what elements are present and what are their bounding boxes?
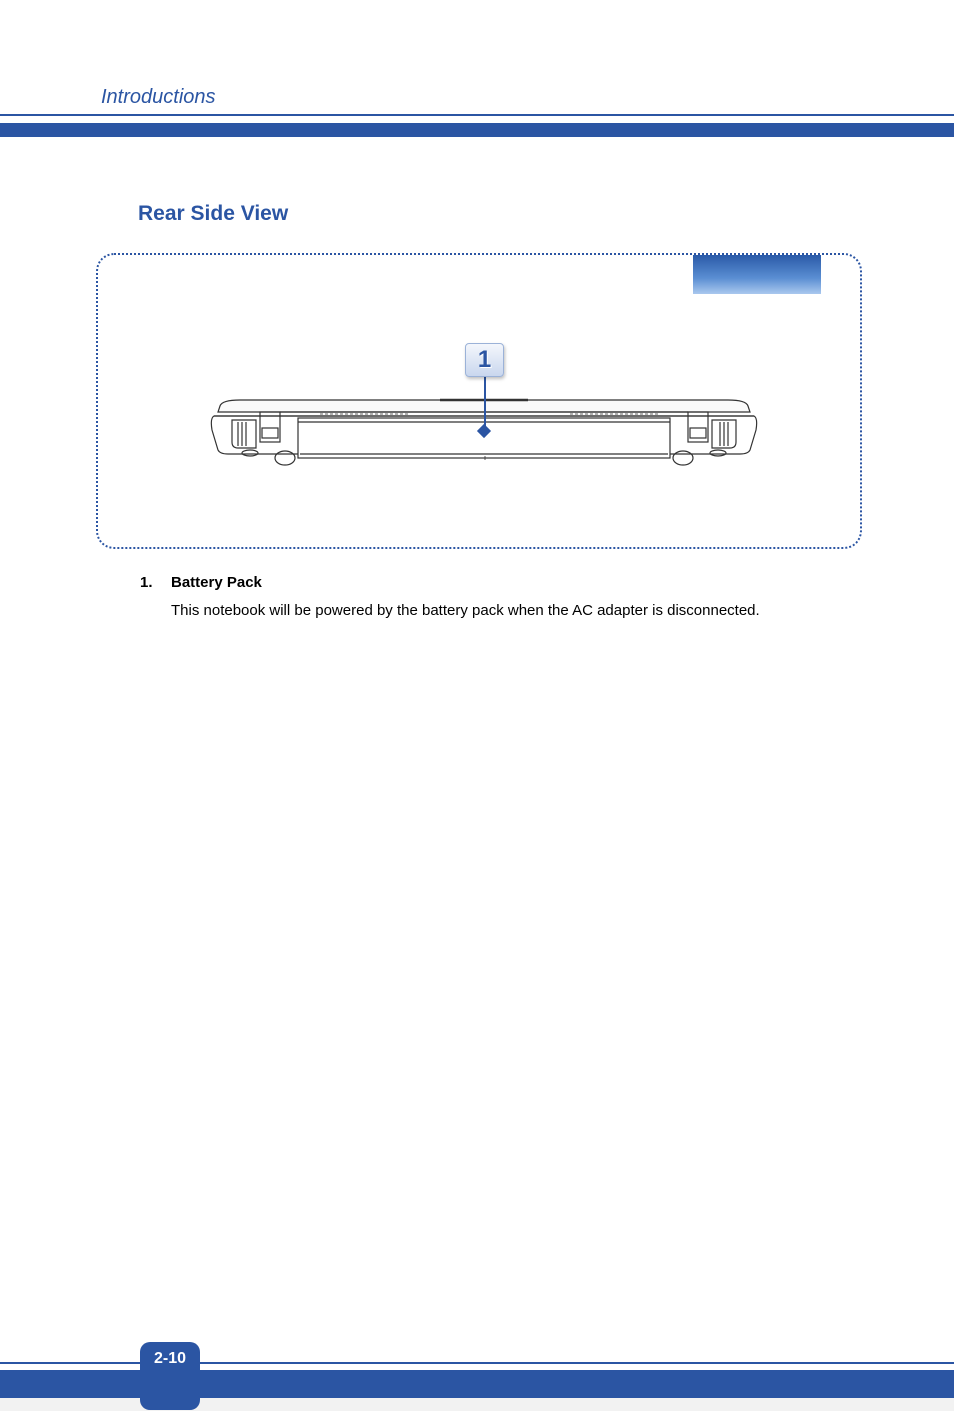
item-description: This notebook will be powered by the battery pack when the AC adapter is disconnected.: [171, 602, 760, 619]
figure-tab: [693, 255, 821, 294]
item-number: 1.: [140, 574, 153, 591]
item-title: Battery Pack: [171, 574, 262, 591]
callout-number: 1: [477, 346, 492, 373]
header-bar: [0, 123, 954, 137]
page-number: 2-10: [153, 1350, 187, 1367]
header-divider-line: [0, 114, 954, 116]
callout-badge-1: [465, 343, 504, 377]
callout-leader-line: [484, 377, 486, 426]
section-title: Rear Side View: [138, 202, 289, 225]
header-title: Introductions: [101, 86, 216, 108]
